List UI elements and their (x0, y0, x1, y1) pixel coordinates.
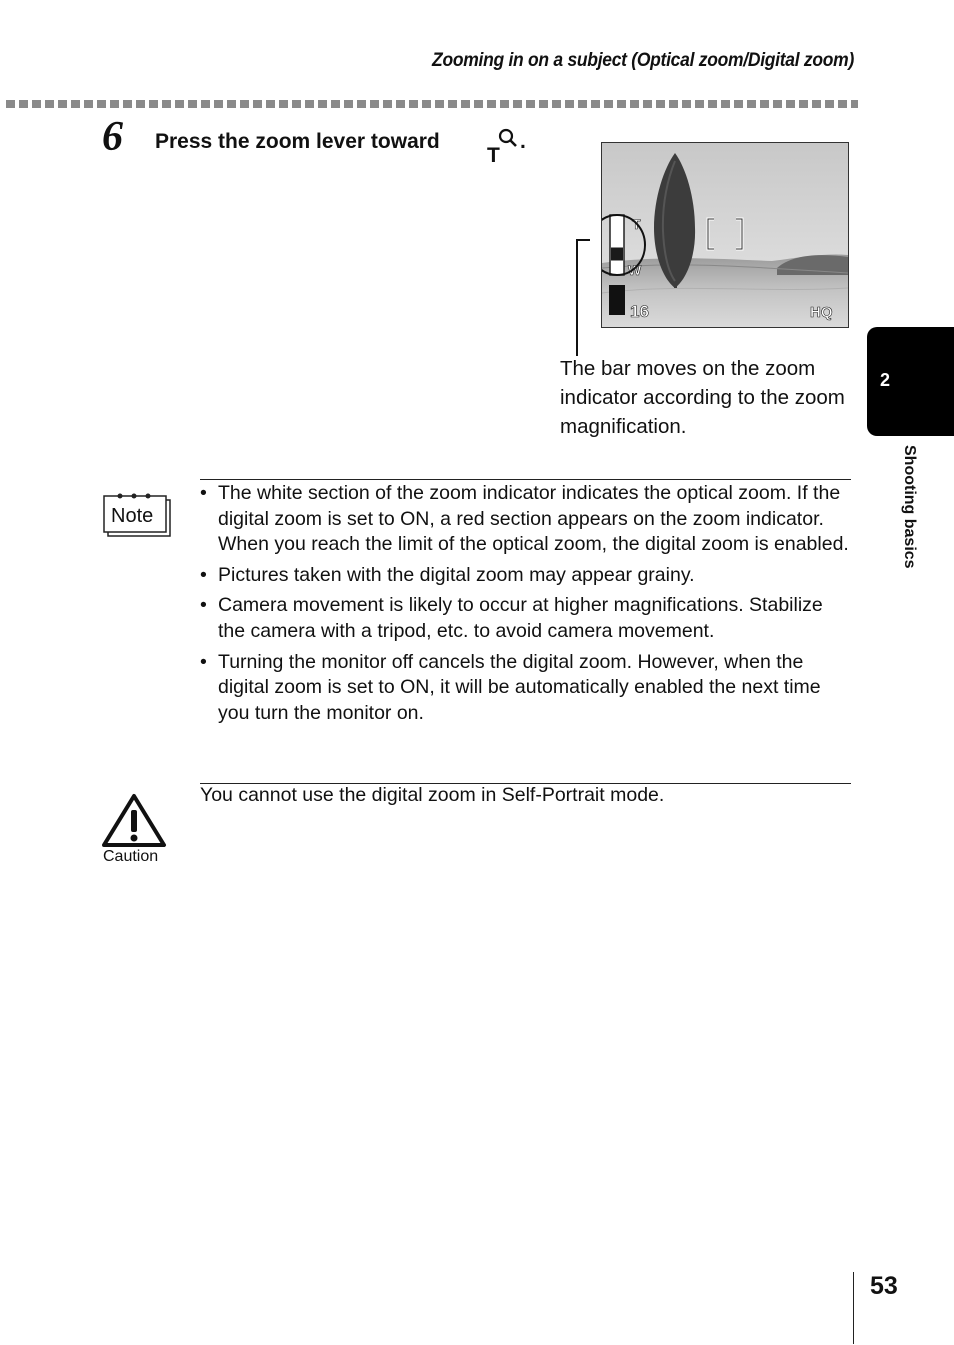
step-number: 6 (102, 114, 123, 160)
callout-caption: The bar moves on the zoom indicator according to the zoom magnification. (560, 357, 845, 438)
caution-icon-label: Caution (103, 848, 159, 865)
chapter-number: 2 (880, 370, 891, 390)
zoom-tele-icon (486, 126, 520, 166)
frames-remaining: 16 (630, 302, 649, 321)
step-period: . (520, 130, 526, 153)
caution-text: You cannot use the digital zoom in Self-Portrait mode. (200, 784, 665, 806)
note-list (200, 481, 852, 731)
note-icon (103, 490, 171, 538)
callout-leader (576, 239, 590, 241)
note-rule (200, 479, 851, 480)
zoom-wide-label: W (628, 262, 642, 278)
list-item: • The white section of the zoom indicator indicates the optical zoom. If the digital zoom is set to ON, a red section appears on the zoom indicator. When you reach the limit of the optical zoom, the digital zoom is enabled. (200, 481, 852, 558)
page-header-title: Zooming in on a subject (Optical zoom/Digital zoom) (432, 50, 854, 71)
dashed-divider (6, 100, 858, 108)
callout-leader-vertical (576, 240, 578, 356)
caution-icon (101, 793, 167, 849)
page-number-divider (853, 1272, 854, 1344)
step-instruction: Press the zoom lever toward (155, 130, 440, 153)
zoom-tele-label: T (632, 216, 641, 232)
camera-monitor-image (601, 142, 849, 328)
zoom-tele-letter: T (487, 144, 500, 166)
chapter-label: Shooting basics (901, 445, 918, 569)
list-item: • Camera movement is likely to occur at higher magnifications. Stabilize the camera with a tripod, etc. to avoid camera movement. (200, 593, 852, 644)
monitor-scene (602, 143, 848, 327)
zoom-level-marker (611, 248, 623, 261)
page-number: 53 (870, 1272, 898, 1300)
list-item: • Turning the monitor off cancels the digital zoom. However, when the digital zoom is set to ON, it will be automatically enabled the next time you turn the monitor on. (200, 650, 852, 727)
note-icon-label: Note (111, 505, 154, 527)
list-item: • Pictures taken with the digital zoom may appear grainy. (200, 563, 852, 589)
quality-mode: HQ (810, 304, 833, 321)
zoom-indicator-bar (610, 215, 624, 275)
